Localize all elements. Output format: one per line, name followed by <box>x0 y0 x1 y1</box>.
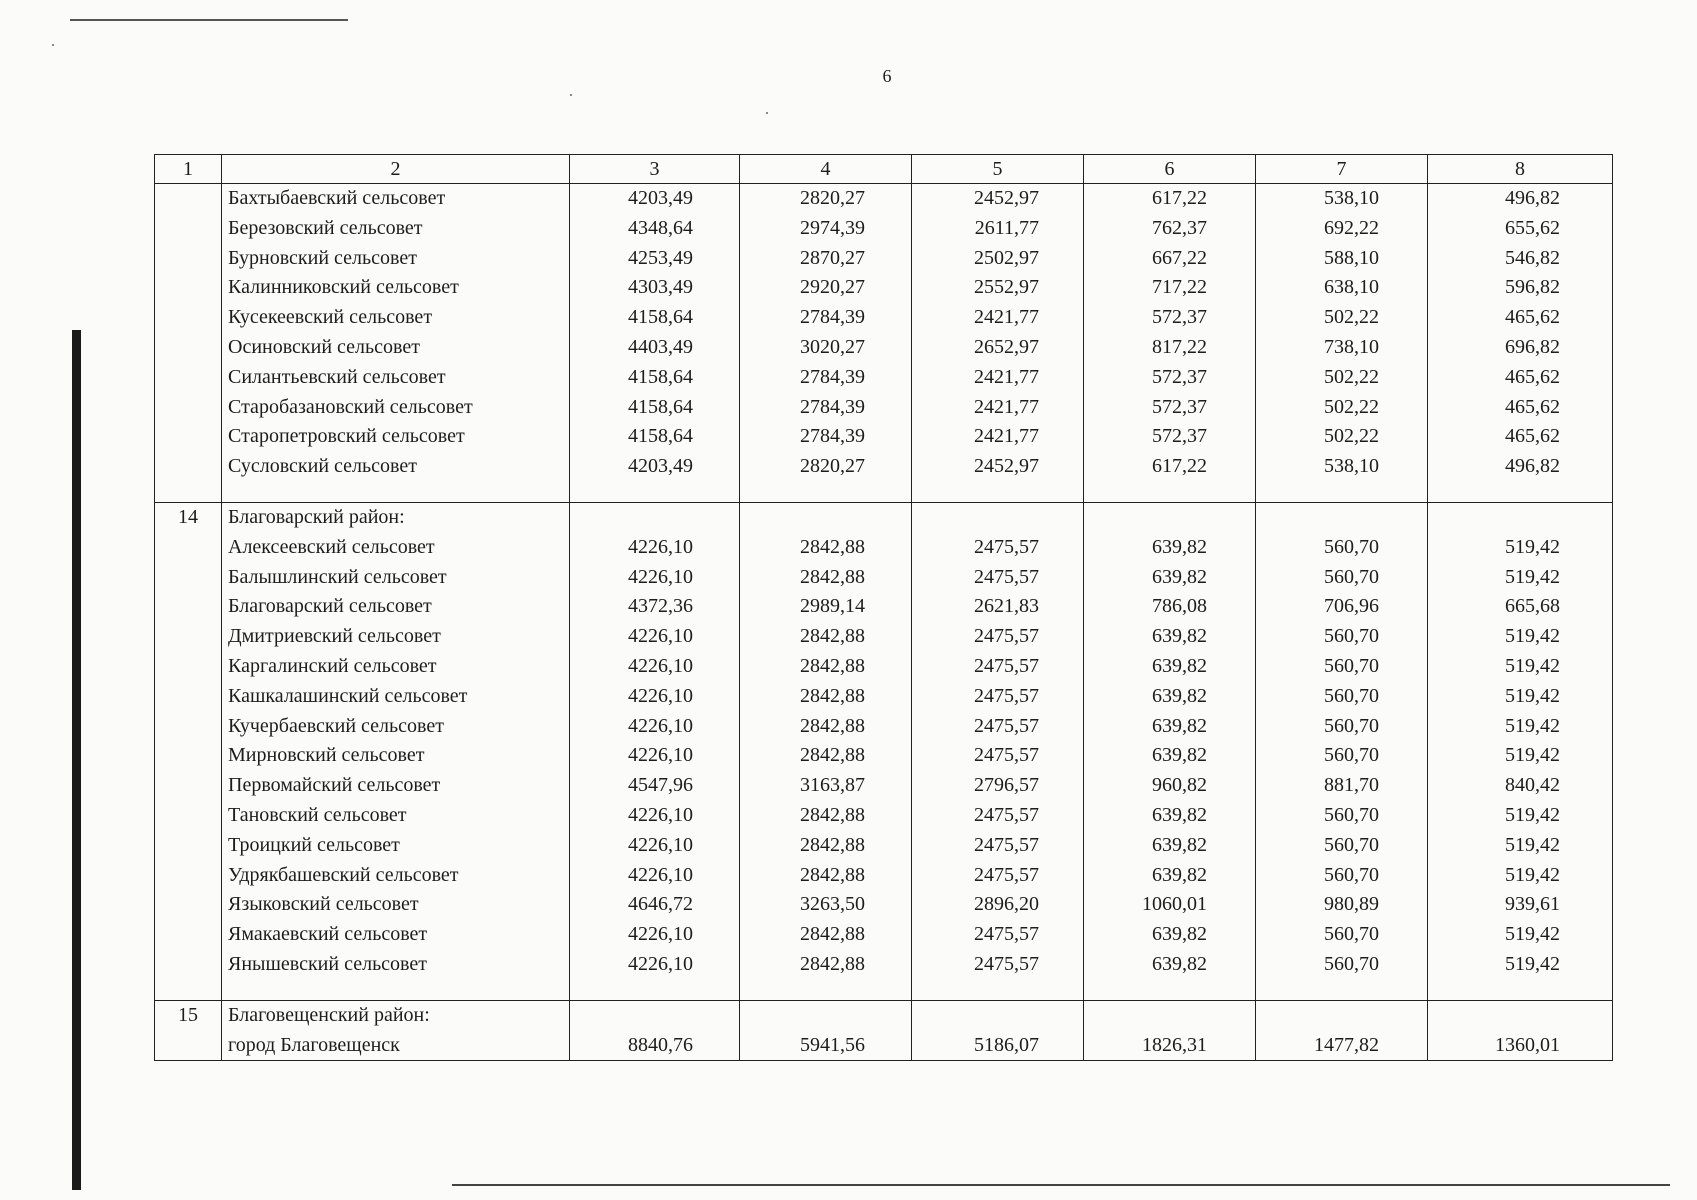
value-cell: 572,37 <box>1152 425 1207 448</box>
settlement-name: Ямакаевский сельсовет <box>228 923 428 946</box>
value-cell: 2611,77 <box>974 216 1039 239</box>
value-cell: 639,82 <box>1152 952 1207 975</box>
settlement-name: Первомайский сельсовет <box>228 774 441 797</box>
value-cell: 496,82 <box>1505 187 1560 209</box>
value-column-3 <box>570 502 740 1000</box>
value-cell: 465,62 <box>1505 425 1560 448</box>
value-cell: 4226,10 <box>628 565 693 588</box>
value-cell: 2475,57 <box>974 654 1039 677</box>
value-cell: 655,62 <box>1505 216 1560 239</box>
column-header: 2 <box>222 155 570 184</box>
value-cell: 519,42 <box>1505 714 1560 737</box>
value-cell: 8840,76 <box>628 1033 693 1056</box>
value-cell: 4226,10 <box>628 654 693 677</box>
value-cell: 2896,20 <box>974 893 1039 916</box>
district-number-text: 15 <box>178 1003 198 1026</box>
value-column-5 <box>912 502 1084 1000</box>
value-cell: 2502,97 <box>974 246 1039 269</box>
header-row <box>155 155 1613 184</box>
value-cell: 560,70 <box>1324 684 1379 707</box>
value-cell: 639,82 <box>1152 863 1207 886</box>
value-cell: 2475,57 <box>974 923 1039 946</box>
scan-speck <box>766 112 768 114</box>
scan-speck <box>52 44 54 46</box>
value-column-3 <box>570 184 740 503</box>
value-cell: 2842,88 <box>800 923 865 946</box>
value-column-8 <box>1428 1000 1613 1061</box>
value-cell: 560,70 <box>1324 833 1379 856</box>
district-number <box>155 502 222 1000</box>
value-cell: 519,42 <box>1505 625 1560 648</box>
value-cell: 639,82 <box>1152 684 1207 707</box>
value-cell: 2974,39 <box>800 216 865 239</box>
name-column <box>222 1000 570 1061</box>
value-cell: 2475,57 <box>974 744 1039 767</box>
value-cell: 560,70 <box>1324 714 1379 737</box>
value-cell: 4226,10 <box>628 625 693 648</box>
value-cell: 2621,83 <box>974 595 1039 618</box>
value-cell: 840,42 <box>1505 774 1560 797</box>
value-cell: 762,37 <box>1152 216 1207 239</box>
value-cell: 3263,50 <box>800 893 865 916</box>
value-column-7 <box>1256 184 1428 503</box>
value-cell: 4226,10 <box>628 714 693 737</box>
value-cell: 2552,97 <box>974 276 1039 299</box>
value-cell: 560,70 <box>1324 535 1379 558</box>
value-column-7 <box>1256 502 1428 1000</box>
value-cell: 2842,88 <box>800 654 865 677</box>
settlement-name: Янышевский сельсовет <box>228 952 428 975</box>
value-cell: 560,70 <box>1324 952 1379 975</box>
settlement-name: Кусекеевский сельсовет <box>228 306 433 329</box>
value-cell: 4226,10 <box>628 952 693 975</box>
value-cell: 2989,14 <box>800 595 865 618</box>
value-cell: 692,22 <box>1324 216 1379 239</box>
scan-left-edge <box>72 330 81 1190</box>
value-cell: 2784,39 <box>800 395 865 418</box>
value-cell: 2421,77 <box>974 365 1039 388</box>
value-column-5 <box>912 184 1084 503</box>
value-cell: 2842,88 <box>800 625 865 648</box>
column-header: 1 <box>155 155 222 184</box>
value-cell: 572,37 <box>1152 395 1207 418</box>
value-cell: 2842,88 <box>800 952 865 975</box>
settlement-name: Березовский сельсовет <box>228 216 423 239</box>
value-cell: 4226,10 <box>628 535 693 558</box>
value-cell: 560,70 <box>1324 803 1379 826</box>
settlement-name: Троицкий сельсовет <box>228 833 400 856</box>
value-column-7 <box>1256 1000 1428 1061</box>
value-cell: 4226,10 <box>628 833 693 856</box>
value-cell: 572,37 <box>1152 365 1207 388</box>
value-cell: 639,82 <box>1152 535 1207 558</box>
value-column-6 <box>1084 184 1256 503</box>
value-cell: 546,82 <box>1505 246 1560 269</box>
value-cell: 2920,27 <box>800 276 865 299</box>
value-cell: 2870,27 <box>800 246 865 269</box>
district-number-text: 14 <box>178 505 198 528</box>
value-cell: 560,70 <box>1324 863 1379 886</box>
value-cell: 572,37 <box>1152 306 1207 329</box>
district-number-text <box>155 184 221 214</box>
value-cell: 2820,27 <box>800 187 865 209</box>
column-header: 5 <box>912 155 1084 184</box>
value-cell: 4646,72 <box>628 893 693 916</box>
value-cell: 1826,31 <box>1142 1033 1207 1056</box>
value-cell: 980,89 <box>1324 893 1379 916</box>
value-cell: 2842,88 <box>800 863 865 886</box>
value-cell: 639,82 <box>1152 803 1207 826</box>
value-cell: 639,82 <box>1152 923 1207 946</box>
value-cell: 639,82 <box>1152 654 1207 677</box>
district-number <box>155 184 222 503</box>
value-cell: 502,22 <box>1324 425 1379 448</box>
value-column-8 <box>1428 184 1613 503</box>
settlement-name: Мирновский сельсовет <box>228 744 425 767</box>
value-cell: 465,62 <box>1505 395 1560 418</box>
settlement-name: Благоварский сельсовет <box>228 595 432 618</box>
value-cell: 4403,49 <box>628 335 693 358</box>
settlement-name: Бахтыбаевский сельсовет <box>228 187 446 209</box>
column-header: 8 <box>1428 155 1613 184</box>
value-cell: 2842,88 <box>800 833 865 856</box>
value-cell: 4226,10 <box>628 923 693 946</box>
value-cell: 4372,36 <box>628 595 693 618</box>
value-cell: 617,22 <box>1152 187 1207 209</box>
value-column-6 <box>1084 502 1256 1000</box>
column-header: 7 <box>1256 155 1428 184</box>
value-cell: 639,82 <box>1152 565 1207 588</box>
value-cell: 596,82 <box>1505 276 1560 299</box>
name-column <box>222 502 570 1000</box>
value-cell: 1060,01 <box>1142 893 1207 916</box>
value-cell: 502,22 <box>1324 395 1379 418</box>
value-column-5 <box>912 1000 1084 1061</box>
value-cell: 2421,77 <box>974 306 1039 329</box>
value-cell: 4203,49 <box>628 187 693 209</box>
table-row <box>155 184 1613 503</box>
value-cell: 4158,64 <box>628 365 693 388</box>
value-cell: 2475,57 <box>974 803 1039 826</box>
value-cell: 465,62 <box>1505 365 1560 388</box>
value-cell: 2784,39 <box>800 306 865 329</box>
value-column-4 <box>740 184 912 503</box>
value-cell: 4226,10 <box>628 803 693 826</box>
value-cell: 519,42 <box>1505 535 1560 558</box>
value-cell: 519,42 <box>1505 833 1560 856</box>
settlement-name: Калинниковский сельсовет <box>228 276 459 299</box>
settlement-name: Осиновский сельсовет <box>228 335 420 358</box>
value-cell: 560,70 <box>1324 625 1379 648</box>
value-column-3 <box>570 1000 740 1061</box>
value-cell: 588,10 <box>1324 246 1379 269</box>
value-cell: 519,42 <box>1505 565 1560 588</box>
value-cell: 2784,39 <box>800 425 865 448</box>
value-cell: 519,42 <box>1505 923 1560 946</box>
table-row <box>155 502 1613 1000</box>
value-column-6 <box>1084 1000 1256 1061</box>
settlement-name: Удрякбашевский сельсовет <box>228 863 459 886</box>
value-cell: 639,82 <box>1152 833 1207 856</box>
value-cell: 4158,64 <box>628 395 693 418</box>
value-cell: 4253,49 <box>628 246 693 269</box>
value-cell: 4203,49 <box>628 455 693 478</box>
value-cell: 1477,82 <box>1314 1033 1379 1056</box>
value-cell: 4226,10 <box>628 684 693 707</box>
value-cell: 2421,77 <box>974 395 1039 418</box>
settlement-name: Старопетровский сельсовет <box>228 425 465 448</box>
value-cell: 786,08 <box>1152 595 1207 618</box>
settlement-name: Тановский сельсовет <box>228 803 407 826</box>
value-cell: 881,70 <box>1324 774 1379 797</box>
value-cell: 639,82 <box>1152 744 1207 767</box>
value-cell: 2475,57 <box>974 863 1039 886</box>
value-cell: 638,10 <box>1324 276 1379 299</box>
value-cell: 2842,88 <box>800 803 865 826</box>
value-cell: 2784,39 <box>800 365 865 388</box>
value-cell: 2842,88 <box>800 684 865 707</box>
column-header: 3 <box>570 155 740 184</box>
value-cell: 5941,56 <box>800 1033 865 1056</box>
value-cell: 617,22 <box>1152 455 1207 478</box>
value-cell: 2421,77 <box>974 425 1039 448</box>
value-cell: 4348,64 <box>628 216 693 239</box>
settlement-name: Алексеевский сельсовет <box>228 535 435 558</box>
value-cell: 4303,49 <box>628 276 693 299</box>
value-cell: 538,10 <box>1324 455 1379 478</box>
value-cell: 960,82 <box>1152 774 1207 797</box>
value-cell: 817,22 <box>1152 335 1207 358</box>
value-cell: 502,22 <box>1324 365 1379 388</box>
value-cell: 2842,88 <box>800 714 865 737</box>
settlement-name: Старобазановский сельсовет <box>228 395 473 418</box>
value-cell: 560,70 <box>1324 744 1379 767</box>
settlement-name: Каргалинский сельсовет <box>228 654 437 677</box>
value-cell: 519,42 <box>1505 684 1560 707</box>
value-cell: 667,22 <box>1152 246 1207 269</box>
value-cell: 2475,57 <box>974 684 1039 707</box>
value-cell: 2796,57 <box>974 774 1039 797</box>
value-cell: 560,70 <box>1324 654 1379 677</box>
value-cell: 519,42 <box>1505 863 1560 886</box>
table-block <box>155 502 1613 1000</box>
scan-bottom-rule <box>452 1184 1670 1186</box>
scan-speck <box>570 94 572 96</box>
value-cell: 4226,10 <box>628 863 693 886</box>
column-header: 6 <box>1084 155 1256 184</box>
value-cell: 496,82 <box>1505 455 1560 478</box>
value-cell: 3020,27 <box>800 335 865 358</box>
value-cell: 519,42 <box>1505 952 1560 975</box>
value-cell: 639,82 <box>1152 625 1207 648</box>
column-header: 4 <box>740 155 912 184</box>
district-title: Благовещенский район: <box>228 1003 430 1026</box>
value-cell: 2452,97 <box>974 187 1039 209</box>
settlement-name: Языковский сельсовет <box>228 893 419 916</box>
table-row <box>155 1000 1613 1061</box>
value-cell: 2842,88 <box>800 744 865 767</box>
value-cell: 5186,07 <box>974 1033 1039 1056</box>
value-cell: 538,10 <box>1324 187 1379 209</box>
value-cell: 706,96 <box>1324 595 1379 618</box>
value-cell: 2475,57 <box>974 565 1039 588</box>
value-cell: 1360,01 <box>1495 1033 1560 1056</box>
district-number <box>155 1000 222 1061</box>
value-cell: 519,42 <box>1505 803 1560 826</box>
scan-top-rule <box>70 19 348 21</box>
settlement-name: город Благовещенск <box>228 1033 400 1056</box>
value-cell: 717,22 <box>1152 276 1207 299</box>
value-cell: 4158,64 <box>628 425 693 448</box>
value-cell: 560,70 <box>1324 923 1379 946</box>
settlement-name: Бурновский сельсовет <box>228 246 417 269</box>
value-cell: 4226,10 <box>628 744 693 767</box>
value-cell: 4158,64 <box>628 306 693 329</box>
page-number: 6 <box>882 66 892 86</box>
value-cell: 502,22 <box>1324 306 1379 329</box>
settlement-name: Кучербаевский сельсовет <box>228 714 444 737</box>
settlement-name: Балышлинский сельсовет <box>228 565 447 588</box>
value-cell: 519,42 <box>1505 744 1560 767</box>
value-cell: 738,10 <box>1324 335 1379 358</box>
name-column <box>222 184 570 503</box>
value-cell: 2820,27 <box>800 455 865 478</box>
value-cell: 696,82 <box>1505 335 1560 358</box>
value-cell: 560,70 <box>1324 565 1379 588</box>
value-cell: 2475,57 <box>974 952 1039 975</box>
settlement-name: Силантьевский сельсовет <box>228 365 446 388</box>
tariff-table <box>154 154 1613 1061</box>
value-cell: 3163,87 <box>800 774 865 797</box>
value-cell: 665,68 <box>1505 595 1560 618</box>
district-title: Благоварский район: <box>228 505 405 528</box>
value-cell: 2842,88 <box>800 535 865 558</box>
table-block <box>155 184 1613 503</box>
table-block <box>155 1000 1613 1061</box>
value-cell: 2475,57 <box>974 535 1039 558</box>
value-cell: 2652,97 <box>974 335 1039 358</box>
settlement-name: Сусловский сельсовет <box>228 455 417 478</box>
value-cell: 2475,57 <box>974 625 1039 648</box>
value-column-4 <box>740 502 912 1000</box>
value-cell: 465,62 <box>1505 306 1560 329</box>
value-cell: 2452,97 <box>974 455 1039 478</box>
settlement-name: Кашкалашинский сельсовет <box>228 684 468 707</box>
value-cell: 939,61 <box>1505 893 1560 916</box>
value-cell: 2842,88 <box>800 565 865 588</box>
value-cell: 2475,57 <box>974 714 1039 737</box>
value-cell: 639,82 <box>1152 714 1207 737</box>
value-cell: 4547,96 <box>628 774 693 797</box>
value-column-4 <box>740 1000 912 1061</box>
settlement-name: Дмитриевский сельсовет <box>228 625 441 648</box>
value-cell: 519,42 <box>1505 654 1560 677</box>
value-column-8 <box>1428 502 1613 1000</box>
value-cell: 2475,57 <box>974 833 1039 856</box>
